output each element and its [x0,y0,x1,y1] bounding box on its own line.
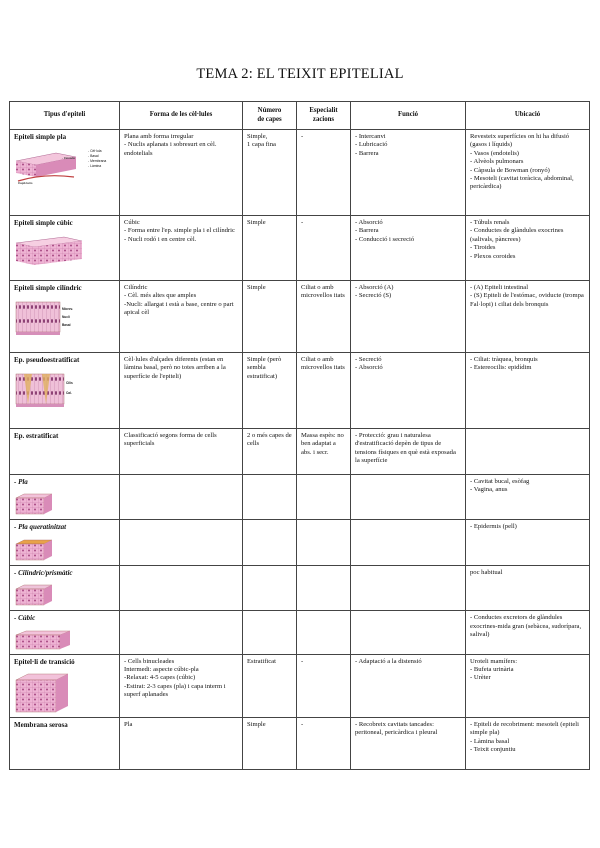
epithelium-type-name: Epitel·li de transició [14,657,75,666]
especialitzacions-cell [297,520,351,565]
capes-cell-line: Simple [247,721,266,729]
ubicacio-cell-line: - Vagina, anus [470,486,508,494]
capes-cell [243,429,297,475]
ubicacio-cell-line: - Cavitat bucal, esòfag [470,478,530,485]
especialitzacions-cell-line: Ciliat o amb microvellos itats [301,356,345,372]
table-row [10,216,590,281]
funcio-cell-line: - Absorció [355,219,383,226]
ubicacio-cell-line: - Epidermis (pell) [470,523,517,531]
capes-cell [243,216,297,281]
ubicacio-cell-line: - Làmina basal [470,737,510,745]
capes-cell-line: Estratificat [247,657,276,665]
forma-cell-line: -Nucli: allargat i està a base, centre o part apical cèl [124,300,234,317]
ubicacio-cell [466,520,590,565]
forma-cell-line: Cilíndric [124,284,148,291]
ubicacio-cell-line: Uroteli mamífers: [470,657,518,665]
header-capes: Número de capes [243,102,297,130]
svg-text:Basal: Basal [62,323,71,328]
especialitzacions-cell [297,281,351,353]
epithelium-type-cell [10,130,120,216]
forma-cell-line: Intermedi: aspecte cúbic-pla [124,666,199,674]
epithelium-type-name: - Cúbic [14,614,36,623]
diagram-label: - Cèl·lula [88,149,102,154]
ubicacio-cell-line: - (A) Epiteli intestinal [470,284,529,291]
funcio-cell-line: - Adaptació a la distensió [355,657,422,665]
funcio-cell-line: - Barrera [355,227,379,235]
ubicacio-cell [466,281,590,353]
capes-cell [243,718,297,770]
especialitzacions-cell [297,654,351,717]
svg-text:- Cèl·lula: - Cèl·lula [62,156,75,161]
ubicacio-cell [466,654,590,717]
capes-cell-line: 2 o més capes de cells [247,432,292,448]
epithelium-type-cell [10,565,120,610]
funcio-cell-line: - Recobreix cavitats tancades: peritoneal, pericàrdica i pleural [355,721,438,737]
forma-cell-line: -Estirat: 2-3 capes (pla) i capa interm i superf aplanades [124,682,226,699]
especialitzacions-cell [297,611,351,654]
forma-cell [120,130,243,216]
funcio-cell-line: - Absorció (A) [355,284,394,291]
table-row [10,353,590,429]
capes-cell [243,353,297,429]
funcio-cell [351,520,466,565]
capes-cell [243,130,297,216]
header-funcio: Funció [351,102,466,130]
especialitzacions-cell-line: Massa espès: no ben adaptat a abs. i secr. [301,432,344,456]
forma-cell-line: Classificació segons forma de cells superficials [124,432,217,448]
funcio-cell-line: - Lubricació [355,141,388,149]
ubicacio-cell-line: - (S) Epiteli de l'estómac, oviducte (trompa Fal·lopi) i ciliat dels bronquis [470,292,584,308]
epithelium-type-cell [10,429,120,475]
diagram-label: - Membrana [88,159,107,164]
ubicacio-cell-line: - Vasos (endotelis) [470,149,519,157]
ubicacio-cell-line: - Càpsula de Bowman (ronyó) [470,166,550,174]
especialitzacions-cell-line: Ciliat o amb microvellos itats [301,284,345,300]
especialitzacions-cell [297,216,351,281]
header-forma: Forma de les cèl·lules [120,102,243,130]
ubicacio-cell-line: - Epiteli de recobriment: mesoteli (epiteli simple pla) [470,721,579,737]
forma-cell-line: - Nuclis aplanats i sobresurt en cèl. endotelials [124,141,217,157]
epithelium-type-name: Ep. pseudoestratificat [14,356,80,364]
keratin-tissue-icon [14,538,54,562]
ubicacio-cell [466,353,590,429]
especialitzacions-cell-line: - [301,657,304,665]
forma-cell [120,520,243,565]
forma-cell [120,654,243,717]
epithelium-type-cell [10,475,120,520]
header-tipus: Tipus d'epiteli [10,102,120,130]
ubicacio-cell-line: - Tiroides [470,244,496,252]
epithelium-type-cell [10,718,120,770]
ubicacio-cell [466,718,590,770]
funcio-cell [351,475,466,520]
table-row [10,429,590,475]
funcio-cell-line: - Secreció (S) [355,292,392,300]
capes-cell-line: Simple (però sembla estratificat) [247,356,282,380]
especialitzacions-cell [297,475,351,520]
funcio-cell-line: - Absorció [355,364,383,372]
forma-cell-line: - Forma entre l'ep. simple pla i el cilíndric [124,227,235,235]
ubicacio-cell [466,565,590,610]
funcio-cell-line: - Barrera [355,149,379,157]
epithelium-table [9,101,590,770]
especialitzacions-cell [297,353,351,429]
capes-cell [243,475,297,520]
ubicacio-cell-line: Revesteix superfícies on hi ha difusió (gasos i líquids) [470,133,570,149]
diagram-label: - Làmina [88,164,102,169]
epithelium-type-name: Membrana serosa [14,721,68,730]
funcio-cell [351,654,466,717]
svg-text:Microv.: Microv. [62,307,73,312]
epithelium-type-cell [10,520,120,565]
ubicacio-cell [466,475,590,520]
especialitzacions-cell [297,565,351,610]
cubic-block-tissue-icon [14,629,72,651]
forma-cell-line: Pla [124,721,133,729]
funcio-cell [351,565,466,610]
funcio-cell-line: - Secreció [355,356,382,363]
ubicacio-cell-line: - Ciliat: tràquea, bronquis [470,356,538,363]
forma-cell [120,429,243,475]
funcio-cell [351,429,466,475]
capes-cell [243,565,297,610]
epithelium-type-cell [10,281,120,353]
table-row [10,654,590,717]
ubicacio-cell-line: poc habitual [470,568,503,576]
forma-cell [120,281,243,353]
capes-cell [243,654,297,717]
capes-cell [243,281,297,353]
header-especialitzacions: Especialit zacions [297,102,351,130]
forma-cell [120,611,243,654]
especialitzacions-cell-line: - [301,133,304,140]
table-row [10,281,590,353]
funcio-cell [351,353,466,429]
especialitzacions-cell [297,429,351,475]
capes-cell-line: Simple, [247,133,268,140]
especialitzacions-cell-line: - [301,219,304,226]
svg-text:Cilis: Cilis [66,381,73,386]
cubic-tissue-icon [14,233,86,271]
ubicacio-cell [466,216,590,281]
ubicacio-cell [466,130,590,216]
especialitzacions-cell-line: - [301,721,304,729]
epithelium-type-cell [10,353,120,429]
table-row [10,718,590,770]
ubicacio-cell-line: - Túbuls renals [470,219,510,226]
forma-cell [120,353,243,429]
ubicacio-cell-line: - Alvèols pulmonars [470,158,524,166]
table-row [10,130,590,216]
funcio-cell [351,216,466,281]
epithelium-type-name: Ep. estratificat [14,432,59,440]
forma-cell [120,475,243,520]
svg-text:Cal.: Cal. [66,391,72,396]
simple-pla-tissue-icon [14,147,86,185]
funcio-cell [351,611,466,654]
page-title: TEMA 2: EL TEIXIT EPITELIAL [196,66,404,82]
capes-cell-line: 1 capa fina [247,141,276,149]
especialitzacions-cell [297,718,351,770]
forma-cell [120,216,243,281]
funcio-cell [351,281,466,353]
funcio-cell-line: - Conducció i secreció [355,235,415,243]
epithelium-type-name: Epiteli simple cúbic [14,219,73,227]
forma-cell-line: Plana amb forma irregular [124,133,194,140]
svg-text:Nucli: Nucli [62,315,70,320]
funcio-cell-line: - Intercanvi [355,133,386,140]
ubicacio-cell-line: - Plexos coroides [470,252,516,260]
capes-cell-line: Simple [247,219,266,226]
forma-cell [120,718,243,770]
table-row [10,475,590,520]
forma-cell-line: Cúbic [124,219,140,226]
cil-tissue-icon [14,583,54,607]
pla-tissue-icon [14,492,54,516]
transicio-tissue-icon [14,672,72,714]
epithelium-type-cell [10,654,120,717]
ubicacio-cell-line: - Urèter [470,674,491,682]
table-row [10,611,590,654]
forma-cell-line: - Nucli rodó i en centre cèl. [124,235,197,243]
especialitzacions-cell [297,130,351,216]
capes-cell-line: Simple [247,284,266,291]
funcio-cell [351,130,466,216]
table-row [10,520,590,565]
funcio-cell [351,718,466,770]
cilindric-tissue-icon [14,298,86,336]
ubicacio-cell-line: - Conductes excretors de glàndules exocrines-mida gran (sebàcea, sudorípara, salival) [470,614,582,639]
forma-cell-line: Cèl·lules d'alçades diferents (estan en làmina basal, però no totes arriben a la superfície de l'epiteli) [124,356,226,380]
ubicacio-cell-line: - Bufeta urinària [470,666,514,674]
table-header-row [10,102,590,130]
diagram-label: - Basal [88,154,99,159]
ubicacio-cell [466,611,590,654]
epithelium-type-name: Epiteli simple cilíndric [14,284,82,292]
epithelium-type-cell [10,611,120,654]
header-ubicacio: Ubicació [466,102,590,130]
capes-cell [243,520,297,565]
epithelium-type-name: - Pla queratinitzat [14,523,67,532]
forma-cell-line: -Relaxat: 4-5 capes (cúbic) [124,674,196,682]
ubicacio-cell-line: - Estereocilis: epidídim [470,364,532,372]
epithelium-type-name: Epiteli simple pla [14,133,67,141]
ubicacio-cell [466,429,590,475]
epithelium-type-name: - Cilíndric/prismàtic [14,568,73,577]
svg-text:Capil·laris: Capil·laris [18,181,33,186]
forma-cell-line: - Cèl. més altes que amples [124,292,197,300]
ubicacio-cell-line: - Mesoteli (cavitat toràcica, abdominal, pericàrdica) [470,175,574,191]
funcio-cell-line: - Protecció: grau i naturalesa d'estratificació depèn de tipus de tensions físiques en què està exposada la superfície [355,432,456,465]
ubicacio-cell-line: - Conductes de glàndules exocrines (salivals, pàncrees) [470,227,564,243]
forma-cell-line: - Cells binucleades [124,657,175,665]
pseudo-tissue-icon [14,370,86,408]
epithelium-type-name: - Pla [14,478,28,486]
ubicacio-cell-line: - Teixit conjuntiu [470,746,516,754]
forma-cell [120,565,243,610]
table-row [10,565,590,610]
capes-cell [243,611,297,654]
epithelium-type-cell [10,216,120,281]
